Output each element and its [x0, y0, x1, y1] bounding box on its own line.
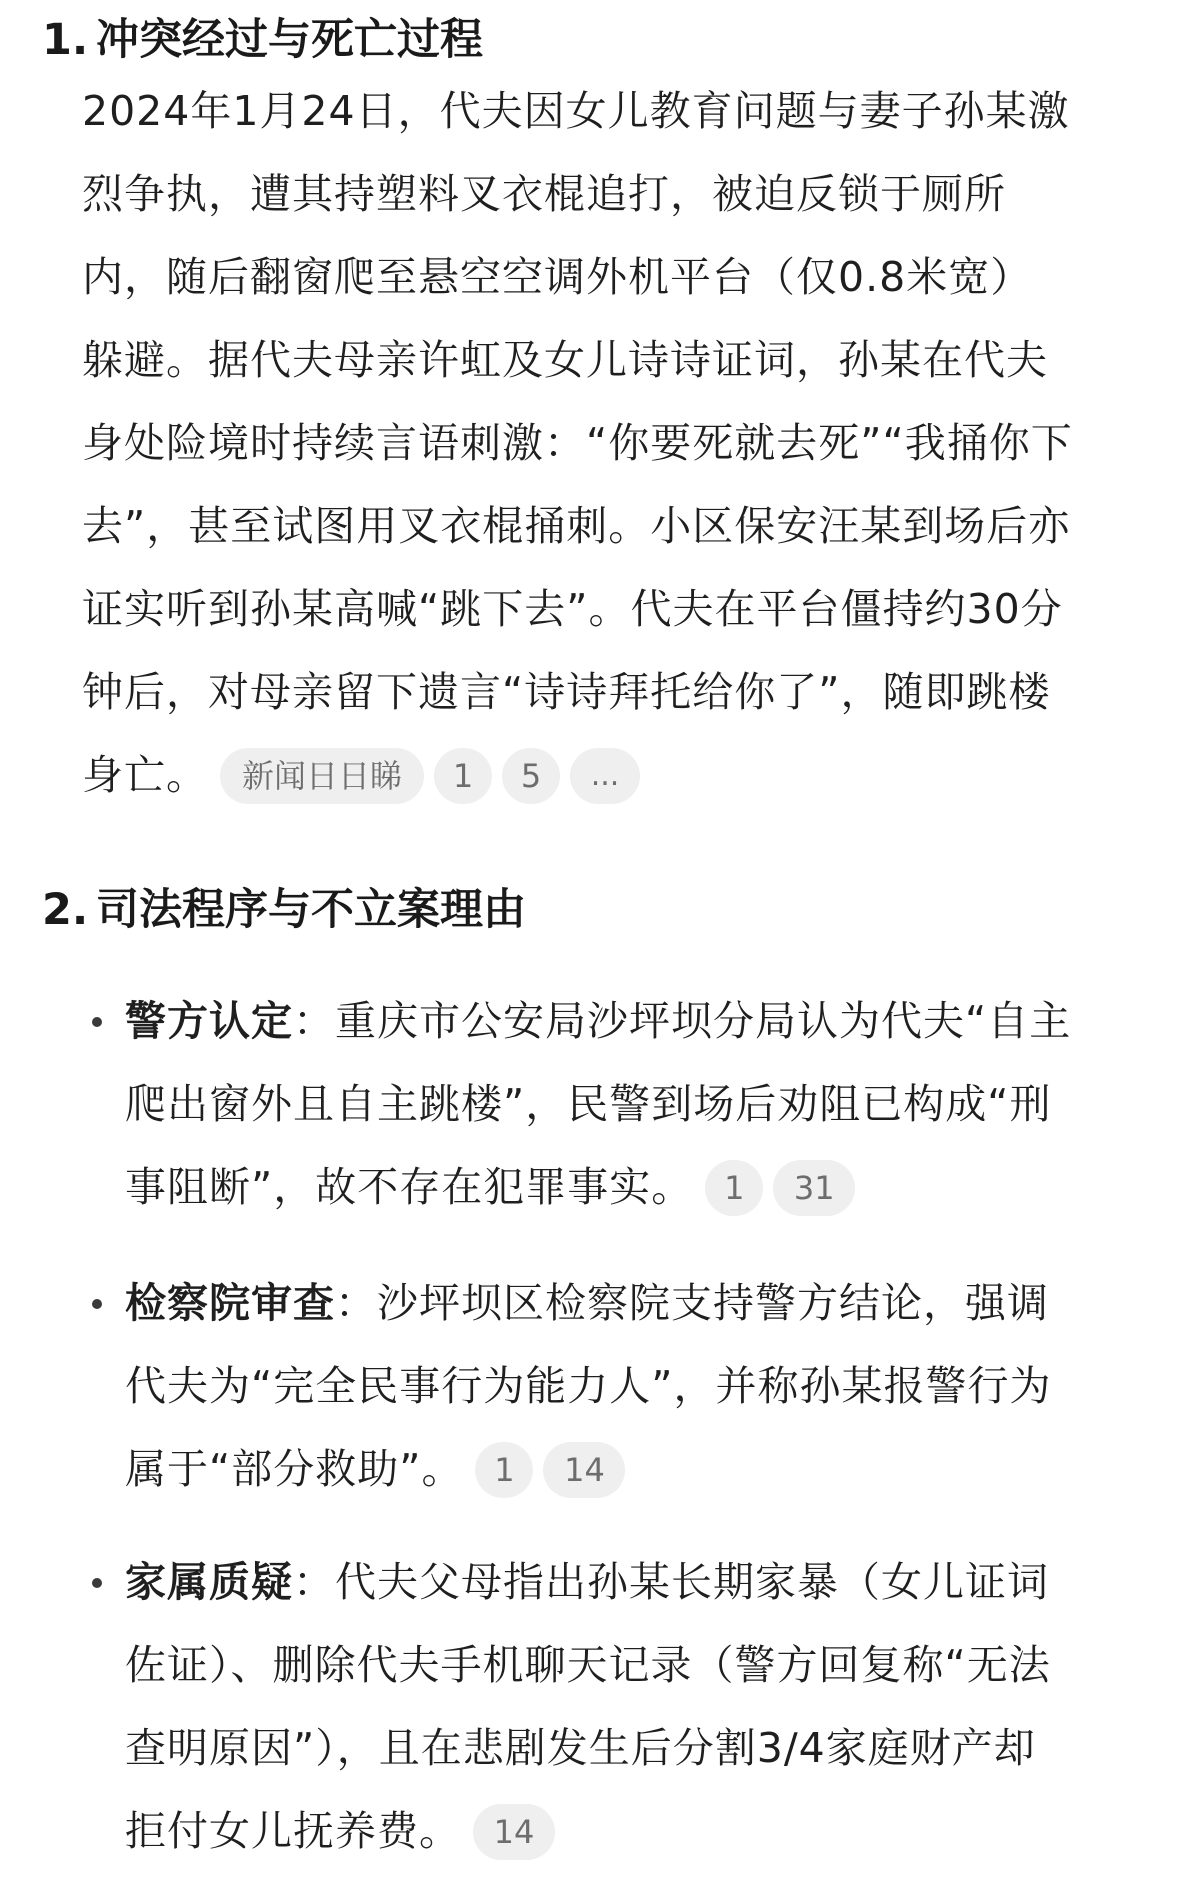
bullet-text: 事阻断”，故不存在犯罪事实。	[125, 1163, 694, 1211]
bullet-label: 警方认定	[125, 997, 293, 1045]
paragraph-line: 2024年1月24日，代夫因女儿教育问题与妻子孙某激	[82, 87, 1070, 135]
paragraph-line: 钟后，对母亲留下遗言“诗诗拜托给你了”，随即跳楼	[82, 668, 1051, 716]
paragraph-line: 躲避。据代夫母亲许虹及女儿诗诗证词，孙某在代夫	[82, 336, 1048, 384]
paragraph-line: 去”，甚至试图用叉衣棍捅刺。小区保安汪某到场后亦	[82, 502, 1071, 550]
bullet-first-line	[125, 1262, 1051, 1345]
bullet-dot	[92, 1017, 102, 1027]
bullet-separator: ：	[335, 1279, 377, 1327]
paragraph-line: 身处险境时持续言语刺激：“你要死就去死”“我捅你下	[82, 419, 1073, 467]
bullet-line: 代夫为“完全民事行为能力人”，并称孙某报警行为	[125, 1362, 1052, 1410]
source-chip[interactable]: 1	[434, 748, 492, 804]
paragraph-line-text: 身亡。	[82, 751, 208, 799]
section-heading-2	[42, 880, 526, 940]
bullet-label: 家属质疑	[125, 1558, 293, 1606]
more-sources-chip[interactable]: ...	[570, 748, 640, 804]
bullet-line: 爬出窗外且自主跳楼”，民警到场后劝阻已构成“刑	[125, 1080, 1052, 1128]
bullet-item-procuratorate	[125, 1262, 1051, 1511]
bullet-text: 沙坪坝区检察院支持警方结论，强调	[377, 1279, 1049, 1327]
bullet-text: 代夫父母指出孙某长期家暴（女儿证词	[335, 1558, 1049, 1606]
section-title: 司法程序与不立案理由	[96, 885, 526, 935]
paragraph-last-line	[82, 734, 1073, 817]
bullet-item-family	[125, 1541, 1051, 1873]
section-title: 冲突经过与死亡过程	[96, 15, 483, 65]
paragraph-line: 内，随后翻窗爬至悬空空调外机平台（仅0.8米宽）	[82, 253, 1033, 301]
source-chip[interactable]: 31	[773, 1160, 855, 1216]
source-chip[interactable]: 5	[502, 748, 560, 804]
bullet-text: 拒付女儿抚养费。	[125, 1807, 461, 1855]
bullet-separator: ：	[293, 997, 335, 1045]
source-chip[interactable]: 1	[705, 1160, 763, 1216]
bullet-label: 检察院审查	[125, 1279, 335, 1327]
bullet-dot	[92, 1299, 102, 1309]
source-chip[interactable]: 1	[475, 1442, 533, 1498]
source-chip[interactable]: 14	[473, 1804, 555, 1860]
bullet-first-line	[125, 980, 1071, 1063]
bullet-line: 佐证）、删除代夫手机聊天记录（警方回复称“无法	[125, 1641, 1051, 1689]
section-number: 2.	[42, 885, 89, 935]
bullet-item-police	[125, 980, 1071, 1229]
bullet-last-line	[125, 1790, 1051, 1873]
paragraph-line: 证实听到孙某高喊“跳下去”。代夫在平台僵持约30分	[82, 585, 1063, 633]
section-heading-1	[42, 10, 483, 70]
section-1-paragraph	[82, 70, 1073, 817]
bullet-first-line	[125, 1541, 1051, 1624]
bullet-last-line	[125, 1428, 1051, 1511]
bullet-dot	[92, 1578, 102, 1588]
bullet-last-line	[125, 1146, 1071, 1229]
bullet-text: 属于“部分救助”。	[125, 1445, 464, 1493]
source-chip-news[interactable]: 新闻日日睇	[220, 748, 424, 804]
source-chip[interactable]: 14	[543, 1442, 625, 1498]
bullet-separator: ：	[293, 1558, 335, 1606]
bullet-line: 查明原因”），且在悲剧发生后分割3/4家庭财产却	[125, 1724, 1036, 1772]
paragraph-line: 烈争执，遭其持塑料叉衣棍追打，被迫反锁于厕所	[82, 170, 1006, 218]
bullet-text: 重庆市公安局沙坪坝分局认为代夫“自主	[335, 997, 1072, 1045]
section-number: 1.	[42, 15, 89, 65]
